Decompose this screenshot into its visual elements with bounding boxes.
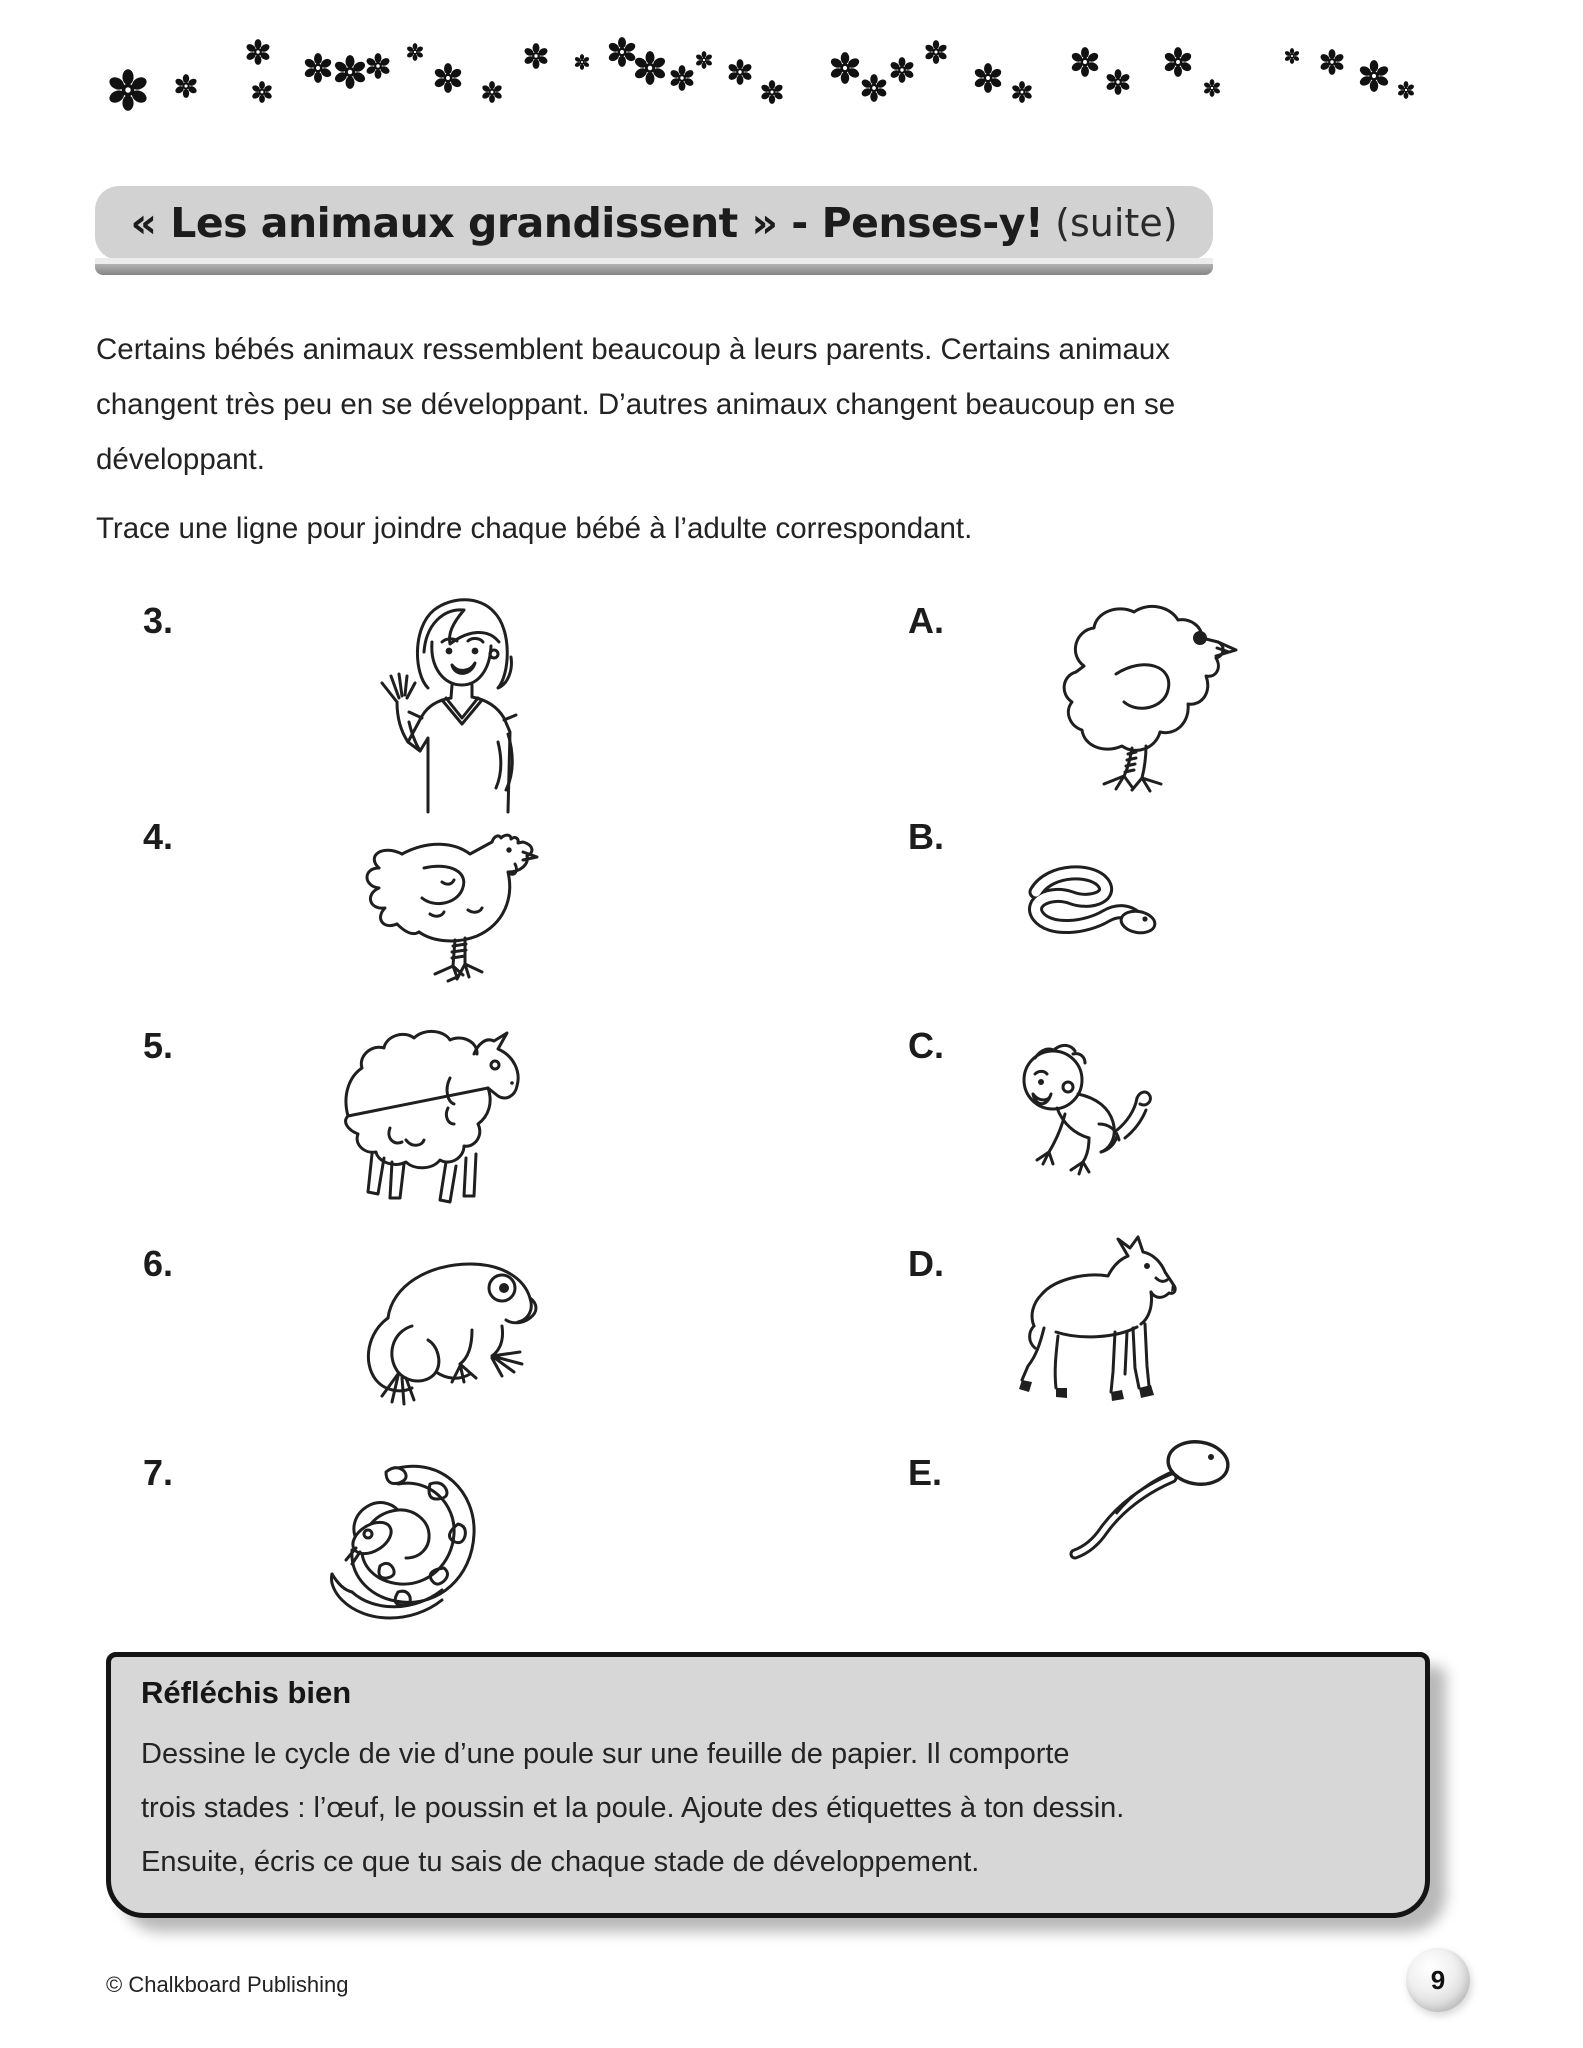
flower-icon: [1319, 49, 1345, 75]
think-box: [106, 1652, 1430, 1918]
flower-icon: [406, 43, 424, 61]
think-box-line-1: Dessine le cycle de vie d’une poule sur une feuille de papier. Il comporte: [141, 1738, 1070, 1770]
intro-line-1: Certains bébés animaux ressemblent beaucoup à leurs parents. Certains animaux: [96, 333, 1171, 366]
woman-illustration: [372, 590, 542, 815]
flower-icon: [245, 39, 271, 65]
flower-icon: [333, 55, 367, 89]
flower-icon: [1163, 47, 1193, 77]
item-number-6: 6.: [143, 1243, 174, 1284]
frog-illustration: [352, 1246, 557, 1431]
flower-icon: [889, 57, 915, 83]
tadpole-illustration: [1062, 1426, 1240, 1574]
item-number-5: 5.: [143, 1025, 174, 1066]
adult-snake-illustration: [1000, 856, 1160, 984]
instruction-text: Trace une ligne pour joindre chaque bébé à l’adulte correspondant.: [96, 512, 973, 545]
intro-line-2: changent très peu en se développant. D’autres animaux changent beaucoup en se: [96, 388, 1176, 421]
flower-icon: [481, 81, 503, 103]
flower-icon: [924, 40, 948, 64]
intro-paragraph: [96, 322, 1226, 487]
item-letter-C: C.: [908, 1025, 944, 1066]
page-title: « Les animaux grandissent » - Penses-y!: [130, 199, 1044, 247]
flower-icon: [1105, 69, 1131, 95]
hen-illustration: [356, 826, 541, 994]
title-banner: [95, 186, 1213, 260]
flower-icon: [433, 63, 463, 93]
item-number-3: 3.: [143, 600, 174, 641]
chick-illustration: [1020, 596, 1240, 796]
item-number-7: 7.: [143, 1452, 174, 1493]
flower-icon: [303, 53, 333, 83]
banner-shadow-dark: [95, 264, 1213, 275]
flower-icon: [829, 52, 861, 84]
flower-icon: [251, 81, 273, 103]
think-box-line-3: Ensuite, écris ce que tu sais de chaque stade de développement.: [141, 1846, 980, 1878]
item-letter-B: B.: [908, 816, 944, 857]
think-box-title: Réfléchis bien: [141, 1675, 352, 1710]
page-number: 9: [1430, 1964, 1446, 1995]
crawling-baby-illustration: [1005, 1032, 1155, 1182]
flower-border: [0, 0, 1583, 130]
flower-icon: [1284, 48, 1300, 64]
flower-icon: [727, 59, 753, 85]
page-title-suffix: (suite): [1055, 201, 1178, 245]
think-box-line-2: trois stades : l’œuf, le poussin et la poule. Ajoute des étiquettes à ton dessin.: [141, 1792, 1125, 1824]
intro-line-3: développant.: [96, 443, 265, 476]
item-number-4: 4.: [143, 816, 174, 857]
flower-icon: [760, 80, 784, 104]
flower-icon: [1011, 81, 1033, 103]
page-number-badge: [1406, 1948, 1470, 2012]
flower-icon: [1397, 81, 1415, 99]
item-letter-E: E.: [908, 1452, 943, 1493]
item-letter-D: D.: [908, 1243, 944, 1284]
flower-icon: [1070, 47, 1100, 77]
flower-icon: [574, 54, 590, 70]
flower-icon: [1358, 60, 1390, 92]
flower-icon: [669, 65, 695, 91]
lamb-illustration: [1000, 1232, 1180, 1420]
flower-icon: [174, 74, 198, 98]
flower-icon: [523, 43, 549, 69]
flower-icon: [695, 51, 713, 69]
flower-icon: [365, 53, 391, 79]
copyright-text: © Chalkboard Publishing: [106, 1972, 349, 1997]
flower-icon: [107, 69, 149, 111]
flower-icon: [860, 74, 888, 102]
item-letter-A: A.: [908, 600, 944, 641]
coiled-baby-snake-illustration: [302, 1450, 537, 1635]
flower-icon: [973, 63, 1003, 93]
flower-icon: [633, 51, 667, 85]
sheep-illustration: [328, 1016, 528, 1208]
flower-icon: [1203, 79, 1221, 97]
